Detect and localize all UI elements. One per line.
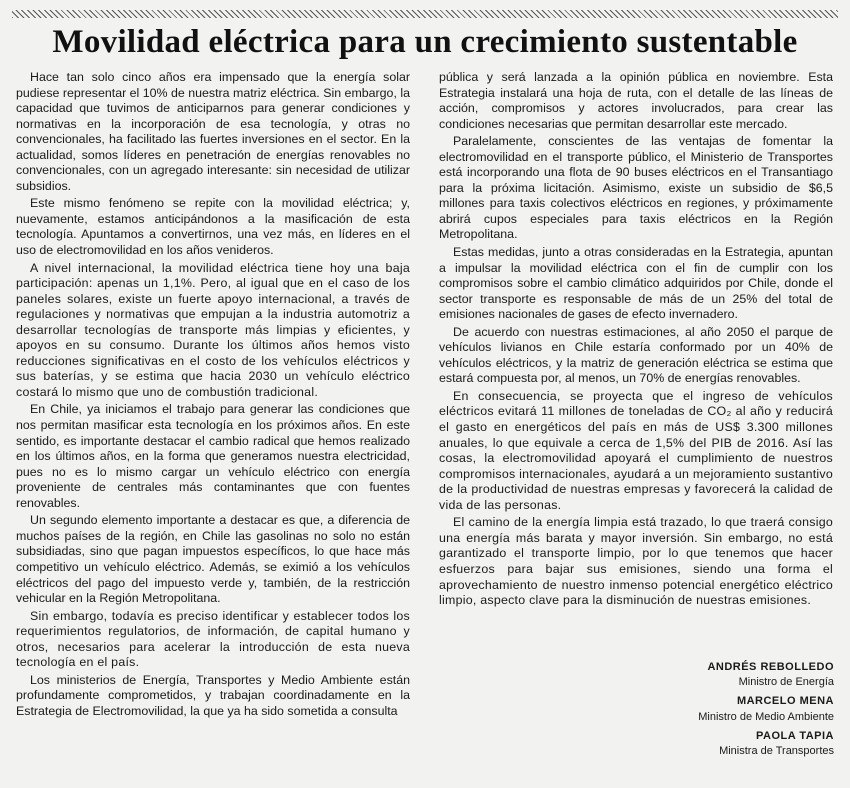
paragraph: Los ministerios de Energía, Transportes y Medio Ambiente están profundamente comprometidos, y trabajan coordinadamente en la Estrategia de Electromovilidad, la que ya ha sido sometida a consulta <box>16 672 410 718</box>
top-hatched-rule <box>12 10 838 18</box>
signer-title: Ministro de Medio Ambiente <box>698 710 834 723</box>
article-headline: Movilidad eléctrica para un crecimiento sustentable <box>52 24 798 60</box>
signer-name: PAOLA TAPIA <box>755 729 834 742</box>
signer-title: Ministra de Transportes <box>719 745 834 758</box>
paragraph: Hace tan solo cinco años era impensado que la energía solar pudiese representar el 10% de nuestra matriz eléctrica. Sin embargo, la capacidad que tuvimos de anticiparnos para generar condiciones y normativas en la incorporación de esa tecnología, y otras no convencionales, ha facilitado las fuertes inversiones en el sector. En la actualidad, somos líderes en penetración de energías renovables no convencionales, con un agregado interesante: sin necesidad de utilizar subsidios. <box>16 70 410 193</box>
paragraph: Este mismo fenómeno se repite con la movilidad eléctrica; y, nuevamente, estamos anticipándonos a la masificación de esta tecnología. Apuntamos a convertirnos, una vez más, en líderes en el uso de electromovilidad en los años venideros. <box>16 196 410 258</box>
paragraph: En Chile, ya iniciamos el trabajo para generar las condiciones que nos permitan masificar esta tecnología en los próximos años. En este sentido, es importante destacar el cambio radical que hemos realizado en los últimos años, en la forma que generamos nuestra electricidad, pues no es lo mismo cargar un vehículo eléctrico con energía proveniente de centrales más contaminantes que con fuentes renovables. <box>16 402 410 510</box>
paragraph: El camino de la energía limpia está trazado, lo que traerá consigo una energía más barata y mayor inversión. Sin embargo, no está garantizado el transporte limpio, por lo que tenemos que hacer esfuerzos para bajar sus emisiones, siendo una forma el aprovechamiento de nuestro inmenso potencial energético eléctrico limpio, aspecto clave para la disminución de nuestras emisiones. <box>439 515 833 608</box>
paragraph: En consecuencia, se proyecta que el ingreso de vehículos eléctricos evitará 11 millones de toneladas de CO₂ al año y reducirá el gasto en energéticos del país en más de US$ 3.300 millones anuales, lo que equivale a cerca de 1,5% del PIB de 2016. Así las cosas, la electromovilidad apoyará el cumplimiento de nuestros compromisos internacionales, ayudará a un mejoramiento sustantivo de la productividad de nuestras empresas y favorecerá la calidad de vida de las personas. <box>439 388 833 512</box>
paragraph: A nivel internacional, la movilidad eléctrica tiene hoy una baja participación: apenas un 1,1%. Pero, al igual que en el caso de los paneles solares, existe un fuerte apoyo internacional, a través de regulaciones y normativas que empujan a la industria automotriz a desarrollar tecnologías de transporte más limpias y eficientes, y apoyos en su consumo. Durante los últimos años hemos visto reducciones significativas en el costo de los vehículos eléctricos y sus baterías, y se estima que hacia 2030 un vehículo eléctrico costará lo mismo que uno de combustión tradicional. <box>16 260 410 399</box>
signer-name: MARCELO MENA <box>736 695 834 708</box>
paragraph: De acuerdo con nuestras estimaciones, al año 2050 el parque de vehículos livianos en Chile estaría conformado por un 40% de vehículos eléctricos, y la matriz de generación eléctrica se estima que estará compuesta por, al menos, un 70% de energías renovables. <box>439 324 833 386</box>
paragraph: Estas medidas, junto a otras consideradas en la Estrategia, apuntan a impulsar la movilidad eléctrica con el fin de cumplir con los compromisos sobre el cambio climático adquiridos por Chile, donde el sector transporte es responsable de más de un 25% del total de emisiones nacionales de gases de efecto invernadero. <box>439 245 833 322</box>
signer-title: Ministro de Energía <box>738 676 834 689</box>
paragraph: Un segundo elemento importante a destacar es que, a diferencia de muchos países de la región, en Chile las gasolinas no solo no están subsidiadas, sino que pagan impuestos específicos, lo que hace más competitivo un vehículo eléctrico. Además, se eximió a los vehículos eléctricos del pago del impuesto verde y, también, de la restricción vehicular en la Región Metropolitana. <box>16 513 410 606</box>
signer-name: ANDRÉS REBOLLEDO <box>707 661 834 673</box>
left-column <box>16 70 410 721</box>
paragraph: Sin embargo, todavía es preciso identificar y establecer todos los requerimientos regulatorios, de información, de capital humano y otros, necesarios para acelerar la introducción de esta nueva tecnología en el país. <box>16 608 410 670</box>
right-column <box>439 70 833 611</box>
signature-block <box>698 660 834 763</box>
paragraph: Paralelamente, conscientes de las ventajas de fomentar la electromovilidad en el transporte público, el Ministerio de Transportes está incorporando una flota de 90 buses eléctricos en el Transantiago para la próxima licitación. Asimismo, existe un subsidio de $6,5 millones para taxis colectivos eléctricos en regiones, y próximamente abrirá cupos especiales para taxis eléctricos en la Región Metropolitana. <box>439 134 833 242</box>
paragraph: pública y será lanzada a la opinión pública en noviembre. Esta Estrategia instalará una hoja de ruta, con el detalle de las líneas de acción, compromisos y actores involucrados, para crear las condiciones necesarias que permitan desarrollar este mercado. <box>439 70 833 131</box>
